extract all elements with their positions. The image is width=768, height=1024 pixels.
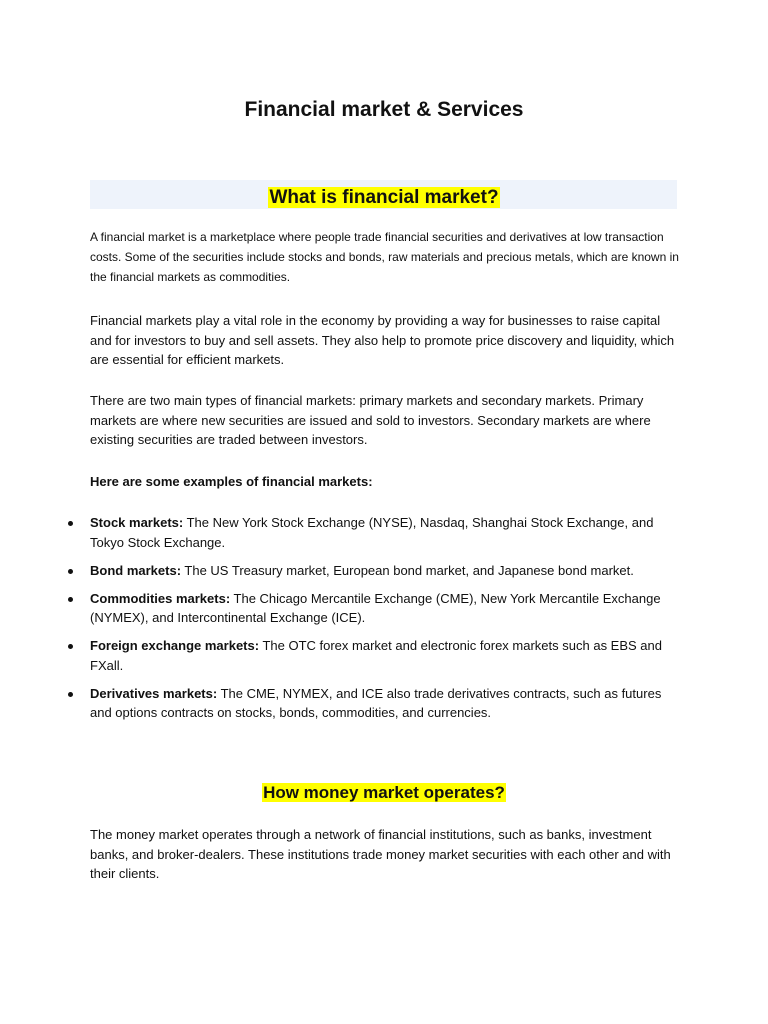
document-title: Financial market & Services — [244, 98, 524, 121]
list-item-text: The Chicago Mercantile Exchange (CME), New York Mercantile Exchange (NYMEX), and Intercontinental Exchange (ICE). — [90, 590, 661, 625]
bullet-icon — [68, 644, 73, 649]
list-item-label: Stock markets: — [90, 515, 184, 530]
examples-list — [90, 513, 682, 731]
list-item-label: Foreign exchange markets: — [90, 638, 260, 653]
list-item — [90, 513, 682, 552]
list-item-text: The OTC forex market and electronic forex markets such as EBS and FXall. — [90, 638, 662, 673]
section-heading-how-money-market-operates — [0, 777, 768, 806]
list-item-label: Derivatives markets: — [90, 685, 218, 701]
examples-intro: Here are some examples of financial markets: — [90, 474, 373, 489]
paragraph-role: Financial markets play a vital role in the economy by providing a way for businesses to raise capital and for investors to buy and sell assets. They also help to promote price discovery and liquidity, which are essential for efficient markets. — [90, 313, 675, 367]
list-item-label: Bond markets: — [90, 562, 182, 578]
list-item-text: The New York Stock Exchange (NYSE), Nasdaq, Shanghai Stock Exchange, and Tokyo Stock Exchange. — [90, 515, 654, 550]
paragraph-definition: A financial market is a marketplace where people trade financial securities and derivatives at low transaction costs. Some of the securities include stocks and bonds, raw materials and precious metals, which are known in the financial markets as commodities. — [90, 230, 679, 284]
list-item-text: The CME, NYMEX, and ICE also trade derivatives contracts, such as futures and options contracts on stocks, bonds, commodities, and currencies. — [90, 685, 662, 720]
section-heading-what-is-financial-market — [0, 182, 768, 211]
list-item — [90, 636, 682, 675]
list-item-text: The US Treasury market, European bond market, and Japanese bond market. — [181, 562, 634, 578]
section-heading-text: How money market operates? — [263, 783, 505, 802]
list-item-label: Commodities markets: — [90, 590, 231, 606]
bullet-icon — [68, 521, 73, 526]
bullet-icon — [68, 597, 73, 602]
list-item — [90, 684, 682, 723]
section-heading-text: What is financial market? — [269, 187, 499, 208]
list-item — [90, 589, 682, 628]
paragraph-types: There are two main types of financial markets: primary markets and secondary markets. Primary markets are where new securities are issued and sold to investors. Secondary markets are where existing securities are traded between investors. — [90, 393, 651, 447]
bullet-icon — [68, 692, 73, 697]
bullet-icon — [68, 569, 73, 574]
list-item — [90, 561, 682, 581]
paragraph-money-market: The money market operates through a network of financial institutions, such as banks, investment banks, and broker-dealers. These institutions trade money market securities with each other and with their clients. — [90, 827, 671, 881]
